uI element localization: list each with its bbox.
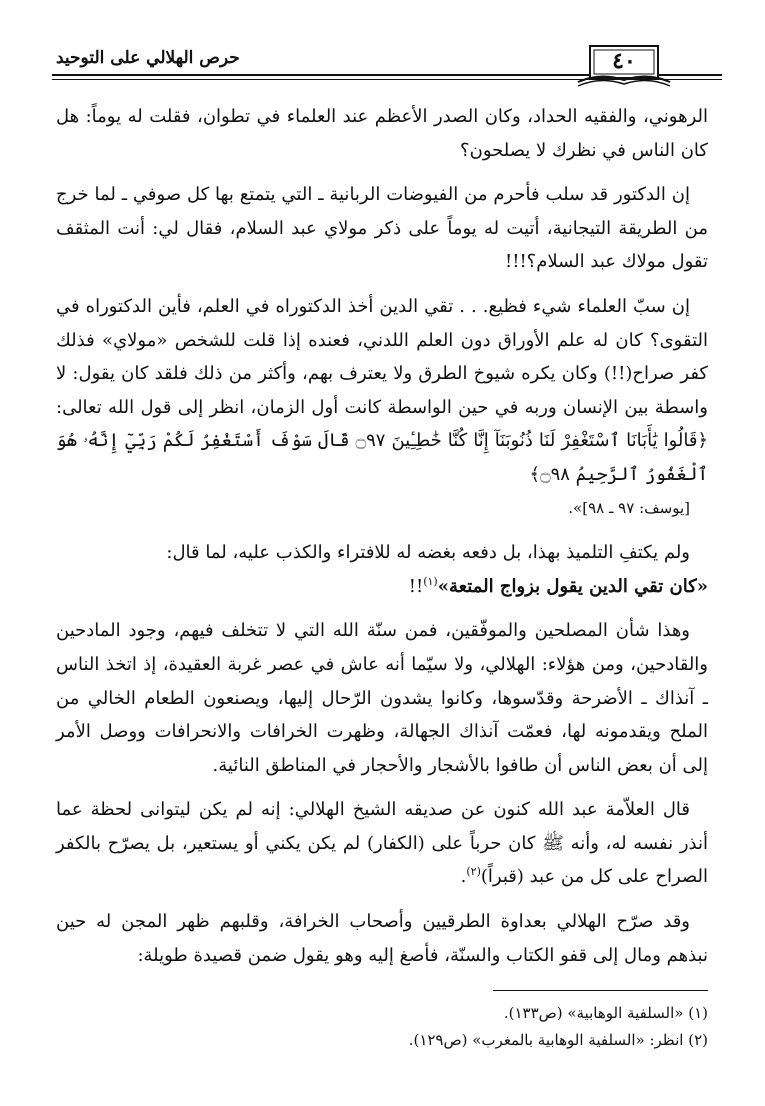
paragraph: وهذا شأن المصلحين والموفّقين، فمن سنّة الله التي لا تتخلف فيهم، وجود المادحين والقادحين، ومن هؤلاء: الهلالي، ولا سيّما أنه عاش في عصر غربة العقيدة، إذ اتخذ الناس ـ آنذاك ـ الأضرحة وقدّسوها، وكانوا يشدون الرّحال إليها، ويصنعون الطعام الخالي من الملح ويقدمونه لها، فعمّت آنذاك الجهالة، وظهرت الخرافات والانحرافات ووصل الأمر إلى أن بعض الناس أن طافوا بالأشجار والأحجار في المناطق النائية. <box>56 620 708 776</box>
period: . <box>460 866 467 888</box>
mutah-quote: «كان تقي الدين يقول بزواج المتعة» <box>437 575 708 597</box>
footnote-ref: (٢) <box>466 865 481 879</box>
paragraph: الرهوني، والفقيه الحداد، وكان الصدر الأعظم عند العلماء في تطوان، فقلت له يوماً: هل كان الناس في نظرك لا يصلحون؟ <box>56 106 708 161</box>
footnote-separator <box>493 990 708 991</box>
paragraph: وقد صرّح الهلالي بعداوة الطرقيين وأصحاب الخرافة، وقلبهم ظهر المجن له حين نبذهم ومال إلى قفو الكتاب والسنّة، فأصغ إليه وهو يقول ضمن قصيدة طويلة: <box>56 911 708 966</box>
page-number-ornament <box>576 42 672 88</box>
paragraph-text: قال العلاّمة عبد الله كنون عن صديقه الشيخ الهلالي: إنه لم يكن ليتوانى لحظة عما أنذر نفسه له، وأنه ﷺ كان حرباً على (الكفار) لم يكن يكني أو يستعير، بل يصرّح بالكفر الصراح على كل من عبد (قبراً) <box>56 799 708 888</box>
paragraph-text: إن سبّ العلماء شيء فظيع. . . تقي الدين أخذ الدكتوراه في العلم، فأين الدكتوراه في التقوى؟ كان له علم الأوراق دون العلم اللدني، فعنده إذا قلت للشخص «مولاي» فذلك كفر صراح(!!) وكان يكره شيوخ الطرق ولا يعترف بهم، وأكثر من ذلك فلقد كان يقول: لا واسطة بين الإنسان وربه في حين الواسطة كانت أول الزمان، انظر إلى قول الله تعالى: ﴿قَالُوا يَٰأَبَانَا ٱسْتَغْفِرْ لَنَا ذُنُوبَنَآ إِنَّا كُنَّا خَٰطِـِٔينَ ۝٩٧ قَالَ سَوْفَ أَسْتَغْفِرُ لَكُمْ رَبِّيٓ إِنَّهُۥ هُوَ ٱلْغَفُورُ ٱلرَّحِيمُ ۝٩٨﴾ <box>56 295 708 485</box>
footnotes <box>56 1000 708 1054</box>
paragraph-text: ولم يكتفِ التلميذ بهذا، بل دفعه بغضه له للافتراء والكذب عليه، لما قال: <box>166 542 690 564</box>
page-number: ٤٠ <box>612 48 636 74</box>
footnote: (٢) انظر: «السلفية الوهابية بالمغرب» (ص١٢٩). <box>408 1031 708 1049</box>
footnote: (١) «السلفية الوهابية» (ص١٣٣). <box>503 1004 708 1022</box>
footnote-ref: (١) <box>423 574 438 588</box>
running-header <box>52 44 722 88</box>
main-text <box>56 100 708 983</box>
paragraph-with-verse <box>56 290 708 525</box>
paragraph: إن الدكتور قد سلب فأحرم من الفيوضات الربانية ـ التي يتمتع بها كل صوفي ـ لما خرج من الطريقة التيجانية، أتيت له يوماً على ذكر مولاي عبد السلام، فقال لي: أنت المثقف تقول مولاك عبد السلام؟!!! <box>56 184 708 273</box>
paragraph <box>56 793 708 894</box>
header-title: حرص الهلالي على التوحيد <box>52 48 240 68</box>
paragraph <box>56 536 708 603</box>
verse-citation: [يوسف: ٩٧ ـ ٩٨]». <box>568 498 690 517</box>
exclamation: !! <box>408 575 424 597</box>
